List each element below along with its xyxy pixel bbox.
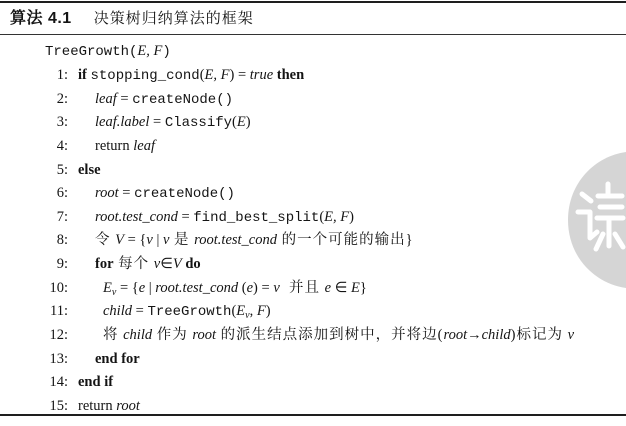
variable: E xyxy=(350,280,360,296)
text: ) = xyxy=(253,280,274,296)
text: ( xyxy=(232,114,237,130)
variable: root.test_cond xyxy=(155,280,239,296)
pseudocode-line xyxy=(0,112,626,132)
line-code xyxy=(78,372,113,392)
line-number: 15: xyxy=(49,398,68,414)
line-number: 9: xyxy=(56,256,68,272)
line-code xyxy=(103,278,367,303)
keyword: then xyxy=(273,67,305,83)
text: ∈ xyxy=(331,280,351,296)
line-code xyxy=(95,136,155,156)
text: ( xyxy=(238,280,247,296)
line-number: 5: xyxy=(56,162,68,178)
line-number: 4: xyxy=(56,138,68,154)
subscript: v xyxy=(111,287,117,298)
pseudocode-line xyxy=(0,372,626,392)
line-code xyxy=(103,325,574,345)
text: | xyxy=(152,232,163,248)
pseudocode-line xyxy=(0,230,626,250)
variable: leaf.label xyxy=(95,114,150,130)
algorithm-signature xyxy=(0,41,626,61)
variable: e xyxy=(138,280,146,296)
line-number: 2: xyxy=(56,91,68,107)
text: return xyxy=(78,398,117,414)
text: ( xyxy=(231,303,237,319)
text: , xyxy=(249,303,257,319)
line-code xyxy=(95,349,140,369)
variable: root xyxy=(443,327,468,343)
pseudocode-line xyxy=(0,349,626,369)
function-name: createNode() xyxy=(134,186,235,202)
line-number: 3: xyxy=(56,114,68,130)
line-code xyxy=(78,396,140,416)
text: = xyxy=(116,91,133,107)
subscript: v xyxy=(245,310,250,321)
line-code xyxy=(95,183,235,204)
text: = xyxy=(177,209,194,225)
text: return xyxy=(95,138,134,154)
variable: E xyxy=(236,303,246,319)
line-number: 6: xyxy=(56,185,68,201)
text: = xyxy=(132,303,148,319)
variable: E, F xyxy=(324,209,350,225)
text: | xyxy=(145,280,156,296)
text: 是 xyxy=(169,232,195,248)
text: ( xyxy=(199,67,205,83)
variable: leaf xyxy=(95,91,117,107)
text: 每个 xyxy=(113,256,154,272)
variable: root xyxy=(192,327,217,343)
pseudocode-line xyxy=(0,325,626,345)
line-code xyxy=(78,65,304,86)
text: )标记为 xyxy=(510,327,568,343)
caption-rule xyxy=(0,34,626,35)
variable: v xyxy=(162,232,170,248)
variable: V xyxy=(115,232,124,248)
variable: root xyxy=(116,398,140,414)
watermark-logo-icon xyxy=(562,150,626,290)
text: ) xyxy=(245,114,251,130)
variable: v xyxy=(153,256,161,272)
line-number: 12: xyxy=(49,327,68,343)
variable: F xyxy=(256,303,266,319)
text: ) xyxy=(265,303,271,319)
pseudocode-line xyxy=(0,396,626,416)
keyword: else xyxy=(78,162,101,178)
variable: v xyxy=(273,280,280,296)
pseudocode-line xyxy=(0,207,626,227)
function-name: TreeGrowth xyxy=(147,304,232,320)
variable: v xyxy=(567,327,575,343)
variable: E xyxy=(103,280,112,296)
text: = xyxy=(118,185,135,201)
variable: root xyxy=(95,185,119,201)
line-number: 7: xyxy=(56,209,68,225)
variable: e xyxy=(246,280,254,296)
function-name: Classify xyxy=(164,115,233,131)
text: 的一个可能的输出} xyxy=(277,232,414,248)
text: 并且 xyxy=(279,280,325,296)
keyword: do xyxy=(181,256,201,272)
line-code xyxy=(95,230,414,250)
function-name: find_best_split xyxy=(193,210,320,226)
text: = xyxy=(149,114,165,130)
pseudocode-line xyxy=(0,136,626,156)
variable: V xyxy=(172,256,182,272)
line-number: 13: xyxy=(49,351,68,367)
text: = { xyxy=(123,232,147,248)
pseudocode-line xyxy=(0,160,626,180)
text: → xyxy=(467,327,482,343)
pseudocode-line xyxy=(0,254,626,274)
line-code xyxy=(95,112,251,133)
algorithm-title: 决策树归纳算法的框架 xyxy=(93,10,254,27)
line-number: 1: xyxy=(56,67,68,83)
line-code xyxy=(78,160,101,180)
line-code xyxy=(95,207,354,228)
line-code xyxy=(95,254,201,274)
variable: e xyxy=(324,280,332,296)
pseudocode-line xyxy=(0,301,626,321)
variable: leaf xyxy=(133,138,155,154)
text: 将 xyxy=(103,327,124,343)
text: ( xyxy=(319,209,325,225)
variable: child xyxy=(481,327,511,343)
text: 的派生结点添加到树中，并将边( xyxy=(216,327,444,343)
text: = { xyxy=(116,280,139,296)
variable: child xyxy=(103,303,132,319)
variable: root.test_cond xyxy=(194,232,277,248)
variable: E, F xyxy=(204,67,230,83)
pseudocode-line xyxy=(0,278,626,298)
variable: root.test_cond xyxy=(95,209,178,225)
line-number: 14: xyxy=(49,374,68,390)
variable: v xyxy=(146,232,153,248)
text: ) xyxy=(349,209,354,225)
bottom-rule xyxy=(0,414,626,416)
line-number: 10: xyxy=(49,280,68,296)
text: 令 xyxy=(95,232,116,248)
line-number: 8: xyxy=(56,232,68,248)
function-name: TreeGrowth( xyxy=(45,44,138,60)
variable: E, F xyxy=(137,43,163,59)
function-name: createNode() xyxy=(132,92,234,108)
keyword: end if xyxy=(78,374,114,390)
variable: E xyxy=(236,114,246,130)
function-name: stopping_cond xyxy=(90,68,200,84)
text: ) = xyxy=(229,67,250,83)
pseudocode-line xyxy=(0,89,626,109)
pseudocode-line xyxy=(0,183,626,203)
pseudocode-line xyxy=(0,65,626,85)
keyword: end for xyxy=(95,351,140,367)
algorithm-caption xyxy=(10,8,254,30)
line-number: 11: xyxy=(50,303,68,319)
line-code xyxy=(45,41,171,62)
text: 作为 xyxy=(152,327,193,343)
code-text: ) xyxy=(162,44,171,60)
text: } xyxy=(359,280,367,296)
text: ∈ xyxy=(160,256,173,272)
line-code xyxy=(103,301,271,326)
algorithm-number: 算法 4.1 xyxy=(10,10,72,27)
variable: child xyxy=(123,327,153,343)
variable: true xyxy=(249,67,274,83)
line-code xyxy=(95,89,233,110)
keyword: if xyxy=(78,67,91,83)
keyword: for xyxy=(95,256,114,272)
top-rule xyxy=(0,1,626,3)
